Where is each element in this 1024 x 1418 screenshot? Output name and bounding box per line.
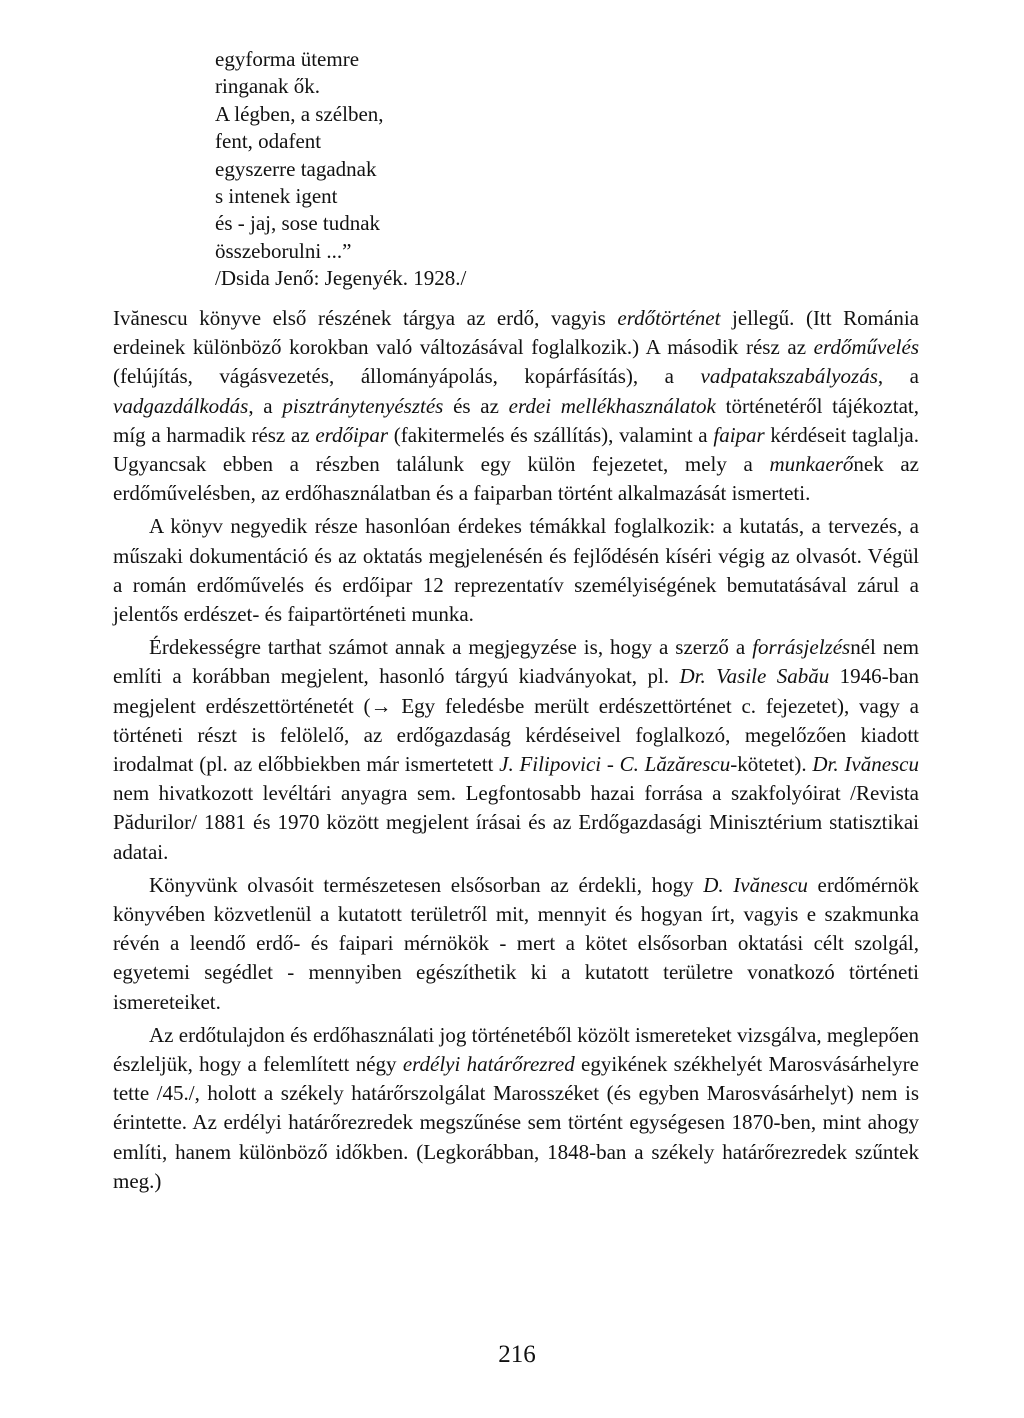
text-segment: jellegű. (Itt Románia erdeinek különböző korokban való változásával foglalkozik.) A második rész az	[113, 306, 919, 360]
poem-line: és - jaj, sose tudnak	[215, 211, 381, 236]
italic-text: munkaerő	[769, 452, 854, 477]
italic-text: erdőipar	[315, 422, 389, 447]
poem-line: fent, odafent	[215, 129, 322, 154]
text-segment: Ivănescu könyve első részének tárgya az erdő, vagyis	[113, 306, 618, 330]
text-segment: nem hivatkozott levéltári anyagra sem. Legfontosabb hazai forrása a szakfolyóirat /Revista Pădurilor/ 1881 és 1970 között megjelent írásai és az Erdőgazdasági Minisztérium statisztikai adatai.	[113, 781, 919, 864]
italic-text: pisztránytenyésztés	[282, 393, 444, 418]
paragraph	[113, 512, 919, 629]
paragraph	[113, 871, 919, 1017]
italic-text: vadpatakszabályozás	[700, 364, 878, 389]
text-segment: egyikének székhelyét Marosvásárhelyre tette /45./, holott a székely határőrszolgálat Marosszéket (és egyben Marosvásárhelyt) nem is érintette. Az erdélyi határőrezredek megszűnése sem történt egységesen 1870-ben, mint ahogy említi, hanem különböző időkben. (Legkorábban, 1848-ban a székely határőrezredek szűntek meg.)	[113, 1052, 919, 1193]
text-segment: , a	[877, 364, 919, 389]
paragraph	[113, 633, 919, 867]
text-segment: erdőmérnök könyvében közvetlenül a kutatott területről mit, mennyit és hogyan írt, vagyis e szakmunka révén a leendő erdő- és faipari mérnökök - mert a kötet elsősorban oktatási célt szolgál, egyetemi segédlet - mennyiben egészíthetik ki a kutatott területre vonatkozó történeti ismereteiket.	[113, 872, 920, 1014]
text-segment: és az	[443, 393, 509, 418]
poem-citation: /Dsida Jenő: Jegenyék. 1928./	[215, 266, 467, 291]
text-segment: 1946-ban megjelent erdészettörténetét (→ Egy feledésbe merült erdészettörténet c. fejezetet), vagy a történeti részt is felölelő, az erdőgazdaság kérdéseivel foglalkozó, megelőzően kiadott irodalmat (pl. az előbbiekben már ismertetett	[113, 664, 919, 777]
text-segment: (felújítás, vágásvezetés, állományápolás, kopárfásítás), a	[113, 364, 701, 389]
text-segment: Érdekességre tarthat számot annak a megjegyzése is, hogy a szerző a	[149, 635, 753, 660]
text-segment: nek az erdőművelésben, az erdőhasználatban és a faiparban történt alkalmazását ismerteti.	[113, 452, 919, 506]
paragraph	[113, 1021, 919, 1196]
page-number: 216	[498, 1341, 536, 1368]
italic-text: faipar	[713, 422, 765, 447]
italic-text: J. Filipovici - C. Lăzărescu	[499, 752, 731, 777]
italic-text: erdőművelés	[813, 335, 919, 360]
poem-line: egyszerre tagadnak	[215, 156, 377, 181]
text-segment: -kötetet).	[730, 752, 813, 777]
body-text	[113, 304, 919, 1200]
text-segment: , a	[248, 393, 283, 418]
italic-text: D. Ivănescu	[703, 872, 808, 897]
italic-text: vadgazdálkodás	[113, 393, 249, 418]
text-segment: (fakitermelés és szállítás), valamint a	[388, 422, 714, 447]
text-segment: történetéről tájékoztat, míg a harmadik rész az	[113, 393, 919, 447]
poem-excerpt	[215, 46, 715, 293]
italic-text: erdei mellékhasználatok	[508, 393, 716, 418]
text-segment: Az erdőtulajdon és erdőhasználati jog történetéből közölt ismereteket vizsgálva, meglepően észleljük, hogy a felemlített négy	[113, 1022, 919, 1077]
text-segment: nél nem említi a korábban megjelent, hasonló tárgyú kiadványokat, pl.	[113, 635, 920, 689]
italic-text: Dr. Ivănescu	[812, 752, 920, 777]
italic-text: Dr. Vasile Sabău	[679, 664, 830, 689]
poem-line: összeborulni ...”	[215, 238, 352, 263]
italic-text: erdőtörténet	[617, 306, 721, 330]
text-segment: kérdéseit taglalja. Ugyancsak ebben a részben találunk egy külön fejezetet, mely a	[113, 422, 919, 477]
italic-text: forrásjelzés	[752, 635, 851, 660]
paragraph	[113, 304, 919, 508]
poem-line: egyforma ütemre	[215, 47, 360, 71]
italic-text: erdélyi határőrezred	[402, 1052, 575, 1077]
poem-line: A légben, a szélben,	[215, 101, 384, 126]
poem-line: s intenek igent	[215, 184, 338, 209]
text-segment: A könyv negyedik része hasonlóan érdekes témákkal foglalkozik: a kutatás, a tervezés, a műszaki dokumentáció és az oktatás megjelenésén és fejlődésén kíséri végig az olvasót. Végül a román erdőművelés és erdőipar 12 reprezentatív személyiségének bemutatásával zárul a jelentős erdészet- és faipartörténeti munka.	[113, 514, 919, 627]
poem-line: ringanak ők.	[215, 74, 320, 99]
text-segment: Könyvünk olvasóit természetesen elsősorban az érdekli, hogy	[149, 872, 704, 897]
